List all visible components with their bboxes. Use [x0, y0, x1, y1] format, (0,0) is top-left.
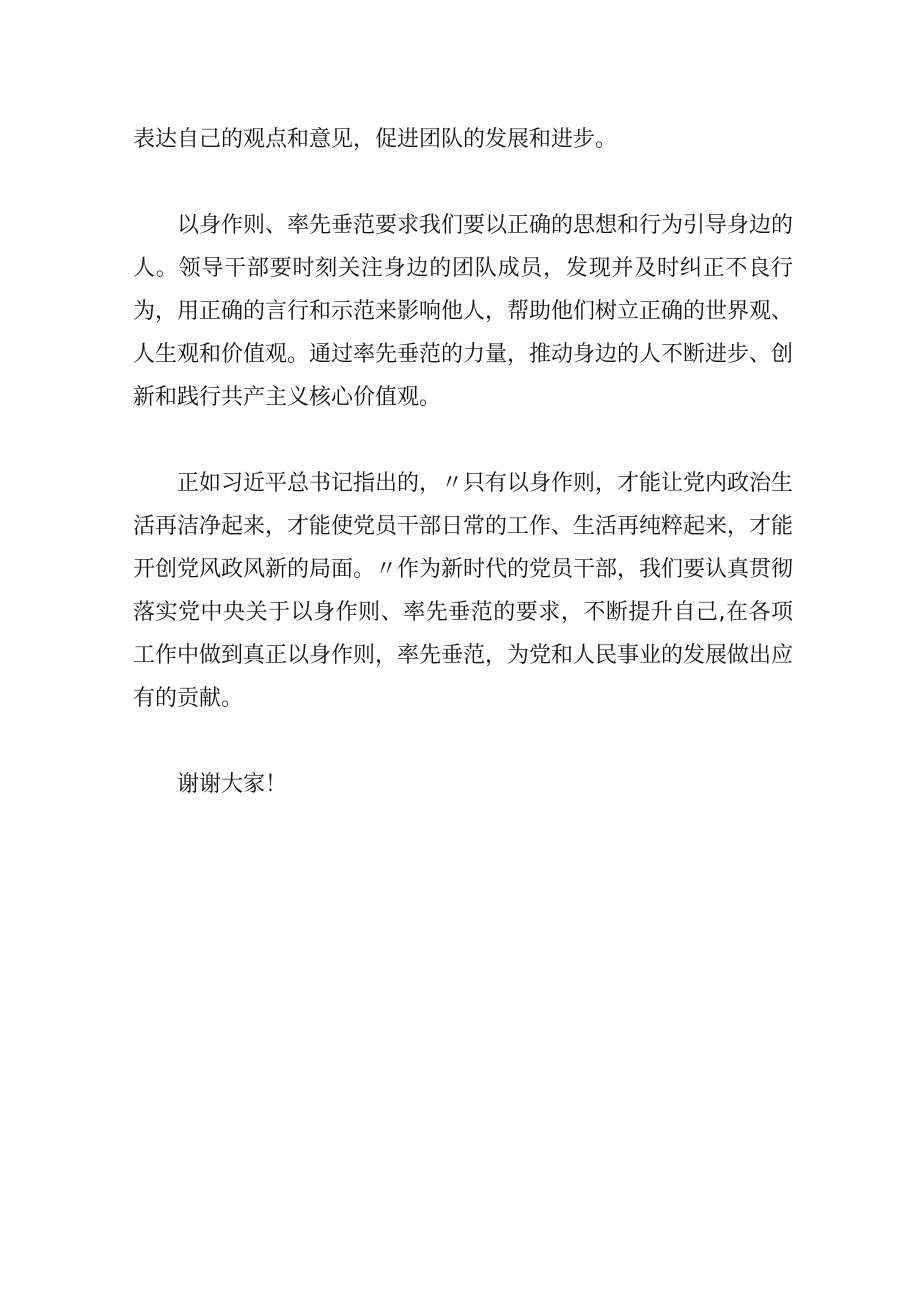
paragraph-closing-thanks: 谢谢大家！ — [177, 772, 288, 797]
paragraph-quote: 正如习近平总书记指出的，〃只有以身作则，才能让党内政治生活再洁净起来，才能使党员干部日常的工作、生活再纯粹起来，才能开创党风政风新的局面。〃作为新时代的党员干部，我们要认真贯彻落实党中央关于以身作则、率先垂范的要求，不断提升自己,在各项工作中做到真正以身作则，率先垂范，为党和人民事业的发展做出应有的贡献。 — [133, 471, 794, 711]
document-body — [133, 118, 793, 806]
paragraph-continuation: 表达自己的观点和意见，促进团队的发展和进步。 — [133, 127, 618, 152]
paragraph-lead-by-example: 以身作则、率先垂范要求我们要以正确的思想和行为引导身边的人。领导干部要时刻关注身边的团队成员，发现并及时纠正不良行为，用正确的言行和示范来影响他人，帮助他们树立正确的世界观、人生观和价值观。通过率先垂范的力量，推动身边的人不断进步、创新和践行共产主义核心价值观。 — [133, 213, 794, 410]
